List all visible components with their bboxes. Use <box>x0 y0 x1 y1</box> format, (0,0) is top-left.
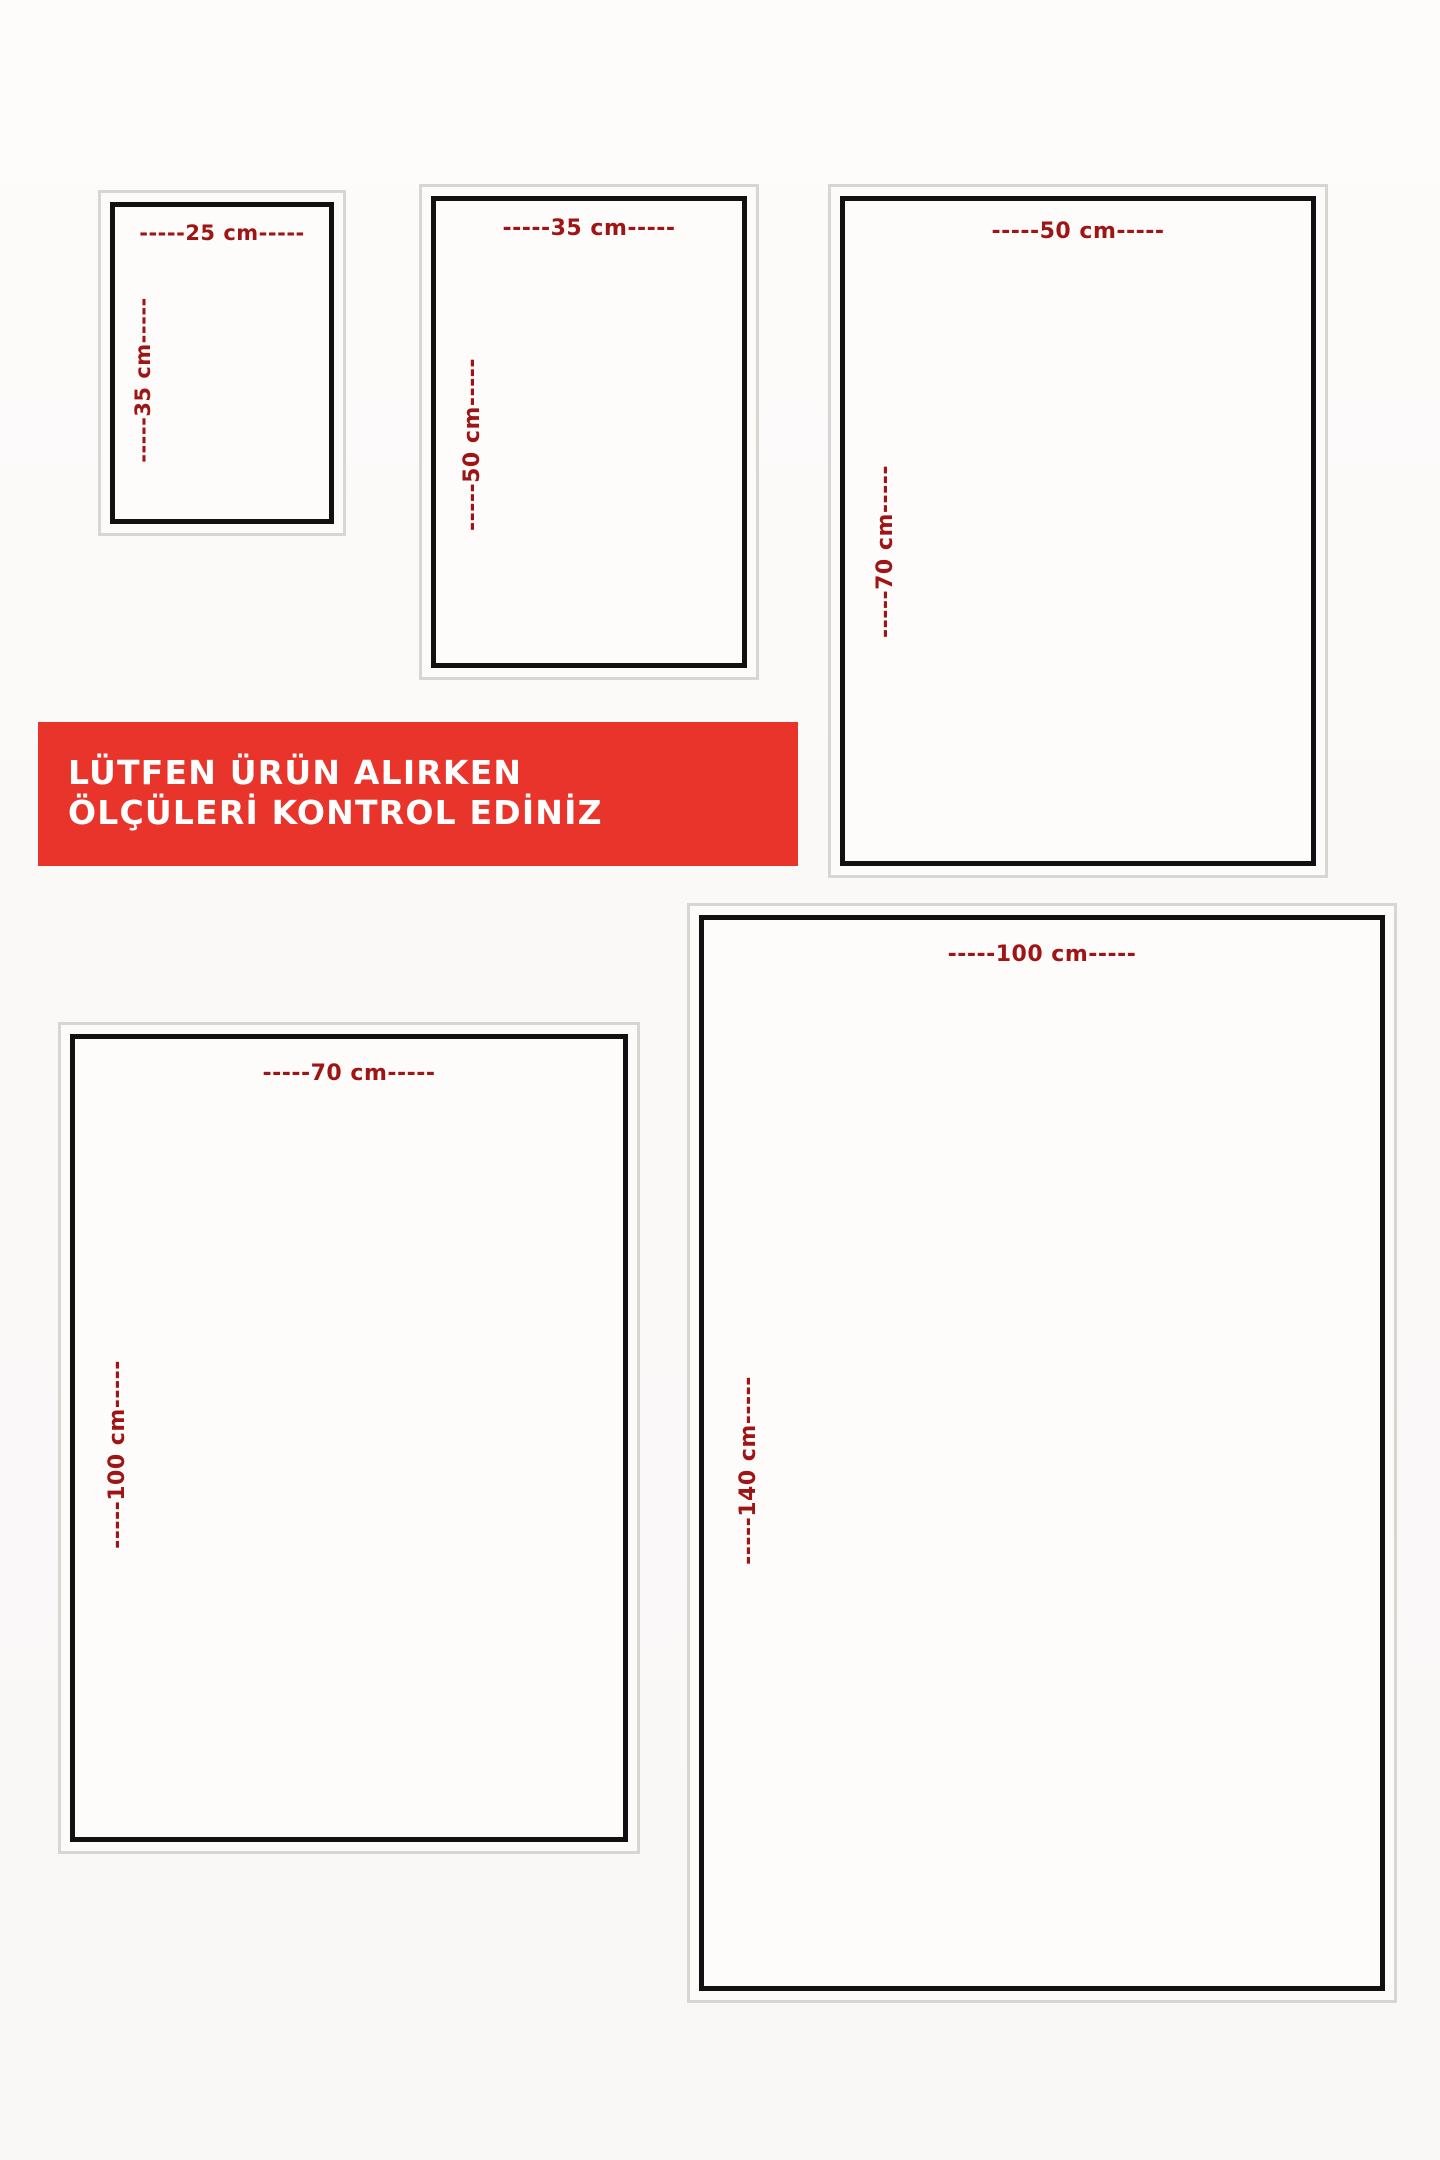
frame-50x70-height-label: -----70 cm----- <box>873 464 899 638</box>
frame-35x50 <box>419 184 759 680</box>
warning-banner-line2: ÖLÇÜLERİ KONTROL EDİNİZ <box>68 793 603 832</box>
frame-25x35-height-wrap <box>121 255 165 505</box>
frame-70x100 <box>58 1022 640 1854</box>
frame-70x100-inner <box>70 1034 628 1842</box>
frame-100x140-height-wrap <box>724 1320 772 1620</box>
warning-banner-line1: LÜTFEN ÜRÜN ALIRKEN <box>68 752 523 792</box>
frame-25x35-inner <box>110 202 334 524</box>
frame-100x140 <box>687 903 1397 2003</box>
frame-35x50-height-label: -----50 cm----- <box>460 357 486 531</box>
frame-100x140-width-label: -----100 cm----- <box>947 942 1137 967</box>
frame-35x50-inner <box>431 196 747 668</box>
frame-25x35-width-label: -----25 cm----- <box>139 221 305 245</box>
frame-50x70-height-wrap <box>863 331 909 771</box>
frame-50x70-inner <box>840 196 1316 866</box>
frame-50x70 <box>828 184 1328 878</box>
frame-100x140-inner <box>699 915 1385 1991</box>
frame-35x50-width-label: -----35 cm----- <box>502 216 676 241</box>
frame-25x35-height-label: -----35 cm----- <box>131 297 155 463</box>
frame-70x100-height-wrap <box>93 1309 141 1599</box>
warning-banner <box>38 722 798 866</box>
frame-25x35 <box>98 190 346 536</box>
frame-70x100-width-label: -----70 cm----- <box>262 1061 436 1086</box>
frame-35x50-height-wrap <box>450 259 496 629</box>
frame-70x100-height-label: -----100 cm----- <box>104 1359 130 1549</box>
frame-50x70-width-label: -----50 cm----- <box>991 219 1165 244</box>
frame-100x140-height-label: -----140 cm----- <box>735 1375 761 1565</box>
